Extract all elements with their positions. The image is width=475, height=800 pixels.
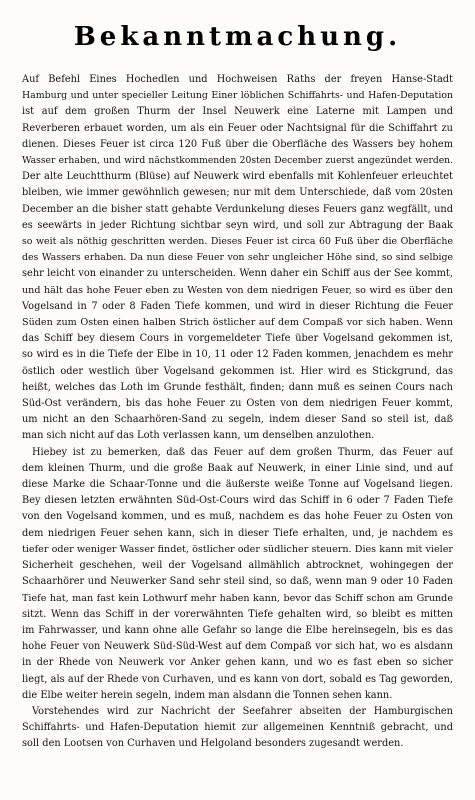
text-line: diese Marke die Schaar-Tonne und die äußerste weiße Tonne auf Vogelsand liegen. [22,479,453,491]
text-line: dem kleinen Thurm, und die große Baak auf Neuwerk, in einer Linie sind, und auf [22,462,453,474]
text-line: sitzt. Wenn das Schiff in der vorerwähnten Tiefe gehalten wird, so bleibt es mitten [22,608,453,620]
paragraph-3 [22,704,453,753]
text-line: Wasser erhaben, und wird nächstkommenden 20sten December zuerst angezündet werden. [22,155,453,167]
text-line: Vogelsand in 7 oder 8 Faden Tiefe kommen, und wird in dieser Richtung die Feuer [22,300,453,312]
text-line: soll den Lootsen von Curhaven und Helgoland besonders zugesandt werden. [22,738,404,750]
text-line: Süden zum Osten einen halben Strich östlicher auf dem Compaß vor sich haben. Wenn [22,317,453,329]
text-line: Hiebey ist zu bemerken, daß das Feuer auf dem großen Thurm, das Feuer auf [32,446,453,458]
text-line: Auf Befehl Eines Hochedlen und Hochweisen Raths der freyen Hanse-Stadt [22,74,453,85]
text-line: des Wassers erhaben. Da nun diese Feuer von sehr ungleicher Höhe sind, so sind selbige [22,252,453,264]
text-line: liegt, als auf der Rhede von Curhaven, und es kann von dort, sobald es Tag geworden, [22,673,453,685]
text-line: und hält das hohe Feuer eben zu Westen von dem niedrigen Feuer, so wird es über den [22,284,453,296]
text-line: tiefer oder weniger Wasser findet, östlicher oder südlicher steuern. Dies kann mit vieler [22,543,453,555]
paragraph-2 [22,445,453,704]
document-body [22,72,453,753]
text-line: in der Rhede von Neuwerk vor Anker gehen kann, und wo es fast eben so sicher [22,657,453,669]
text-line: Vorstehendes wird zur Nachricht der Seefahrer abseiten der Hamburgischen [32,705,453,717]
text-line: bleiben, wie immer gewöhnlich gewesen; nur mit dem Unterschiede, daß vom 20sten [22,187,453,199]
paragraph-1 [22,72,453,445]
text-line: östlich oder westlich über Vogelsand gekommen ist. Hier wird es Stickgrund, das [22,365,453,377]
text-line: im Fahrwasser, und kann ohne alle Gefahr so lange die Elbe hereinsegeln, bis es das [22,624,453,636]
text-line: Sicherheit geschehen, weil der Vogelsand allmählich abtrocknet, wohingegen der [22,560,453,572]
text-line: heißt, welches das Loth im Grunde festhält, finden; dann muß es seinen Cours nach [22,381,453,393]
text-line: Süd-Ost verändern, bis das hohe Feuer zu Osten von dem niedrigen Feuer kommt, [22,398,453,410]
text-line: Reverberen erbauet worden, um als ein Feuer oder Nachtsignal für die Schiffahrt zu [22,122,453,134]
text-line: es seewärts in jeder Richtung sichtbar seyn wird, und soll zur Abtragung der Baak [22,219,453,231]
document-title: Bekanntmachung. [73,22,402,52]
text-line: so weit als nöthig geschritten werden. Dieses Feuer ist circa 60 Fuß über die Oberfläche [22,236,453,248]
text-line: man sich nicht auf das Loth verlassen kann, um denselben anzulothen. [22,430,375,442]
text-line: so wird es in die Tiefe der Elbe in 10, 11 oder 12 Faden kommen, jenachdem es mehr [22,349,453,361]
text-line: Bey diesen letzten erwähnten Süd-Ost-Cours wird das Schiff in 6 oder 7 Faden Tiefe [22,495,453,507]
text-line: sehr leicht von einander zu unterscheiden. Wenn daher ein Schiff aus der See kommt, [22,268,453,280]
text-line: um nicht an den Schaarhören-Sand zu segeln, indem dieser Sand so steil ist, daß [22,414,453,426]
text-line: Tiefe hat, man fast kein Lothwurf mehr haben kann, bevor das Schiff schon am Grunde [22,592,453,604]
text-line: dem niedrigen Feuer sehen kann, sich in dieser Tiefe erhalten, und, je nachdem es [22,527,453,539]
text-line: Schiffahrts- und Hafen-Deputation hiemit zur allgemeinen Kenntniß gebracht, und [22,722,453,734]
text-line: dienen. Dieses Feuer ist circa 120 Fuß über die Oberfläche des Wassers bey hohem [22,138,453,150]
text-line: von den Vogelsand kommen, und es muß, nachdem es das hohe Feuer zu Osten von [22,511,453,523]
text-line: December an die bisher statt gehabte Verdunkelung dieses Feuers ganz wegfällt, und [22,203,453,215]
text-line: die Elbe weiter herein segeln, indem man alsdann die Tonnen sehen kann. [22,689,393,701]
text-line: Der alte Leuchtthurm (Blüse) auf Neuwerk wird ebenfalls mit Kohlenfeuer erleuchtet [22,171,453,183]
text-line: ist auf dem großen Thurm der Insel Neuwerk eine Laterne mit Lampen und [22,106,453,118]
text-line: das Schiff bey diesem Cours in vorgemeldeter Tiefe über Vogelsand gekommen ist, [22,333,453,345]
text-line: Hamburg und unter specieller Leitung Einer löblichen Schiffahrts- und Hafen-Deputation [22,90,453,102]
text-line: Schaarhörer und Neuwerker Sand sehr steil sind, so daß, wenn man 9 oder 10 Faden [22,576,453,588]
text-line: hohe Feuer von Neuwerk Süd-Süd-West auf dem Compaß vor sich hat, wo es alsdann [22,641,453,653]
